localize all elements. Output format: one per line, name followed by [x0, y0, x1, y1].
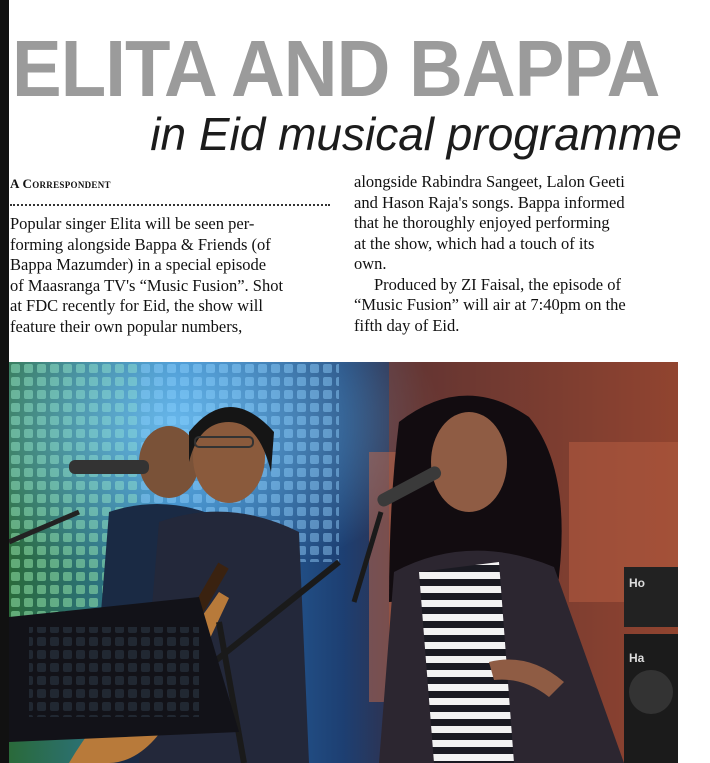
text-line: Popular singer Elita will be seen per-: [10, 214, 255, 233]
page-left-edge: [0, 0, 9, 763]
text-line: forming alongside Bappa & Friends (of: [10, 234, 271, 254]
text-line: fifth day of Eid.: [354, 315, 460, 335]
byline-divider: [10, 204, 330, 206]
text-line: own.: [354, 254, 387, 273]
article-column-1: [10, 214, 332, 337]
body-paragraph-2: [354, 275, 682, 337]
microphone: [69, 460, 149, 474]
body-paragraph-1: [10, 214, 332, 337]
text-line: alongside Rabindra Sangeet, Lalon Geeti: [354, 172, 625, 191]
concert-photo-illustration: [9, 362, 678, 763]
text-line: of Maasranga TV's “Music Fusion”. Shot: [10, 275, 284, 295]
elita-head: [431, 412, 507, 512]
text-line: Produced by ZI Faisal, the episode of: [374, 274, 621, 294]
text-line: at the show, which had a touch of its: [354, 233, 595, 253]
byline: A Correspondent: [10, 176, 111, 191]
body-paragraph-1-continued: [354, 172, 682, 275]
headline: ELITA AND BAPPA: [12, 24, 660, 113]
subheadline: in Eid musical programme: [150, 108, 682, 160]
amp-label: Ha: [629, 651, 645, 665]
text-line: that he thoroughly enjoyed performing: [354, 213, 610, 232]
text-line: Bappa Mazumder) in a special episode: [10, 255, 267, 274]
text-line: at FDC recently for Eid, the show will: [10, 296, 263, 315]
text-line: “Music Fusion” will air at 7:40pm on the: [354, 295, 626, 314]
text-line: feature their own popular numbers,: [10, 316, 243, 336]
amp-label: Ho: [629, 576, 645, 590]
text-line: and Hason Raja's songs. Bappa informed: [354, 192, 625, 212]
concert-photo: [9, 362, 678, 763]
article-column-2: [354, 172, 682, 336]
